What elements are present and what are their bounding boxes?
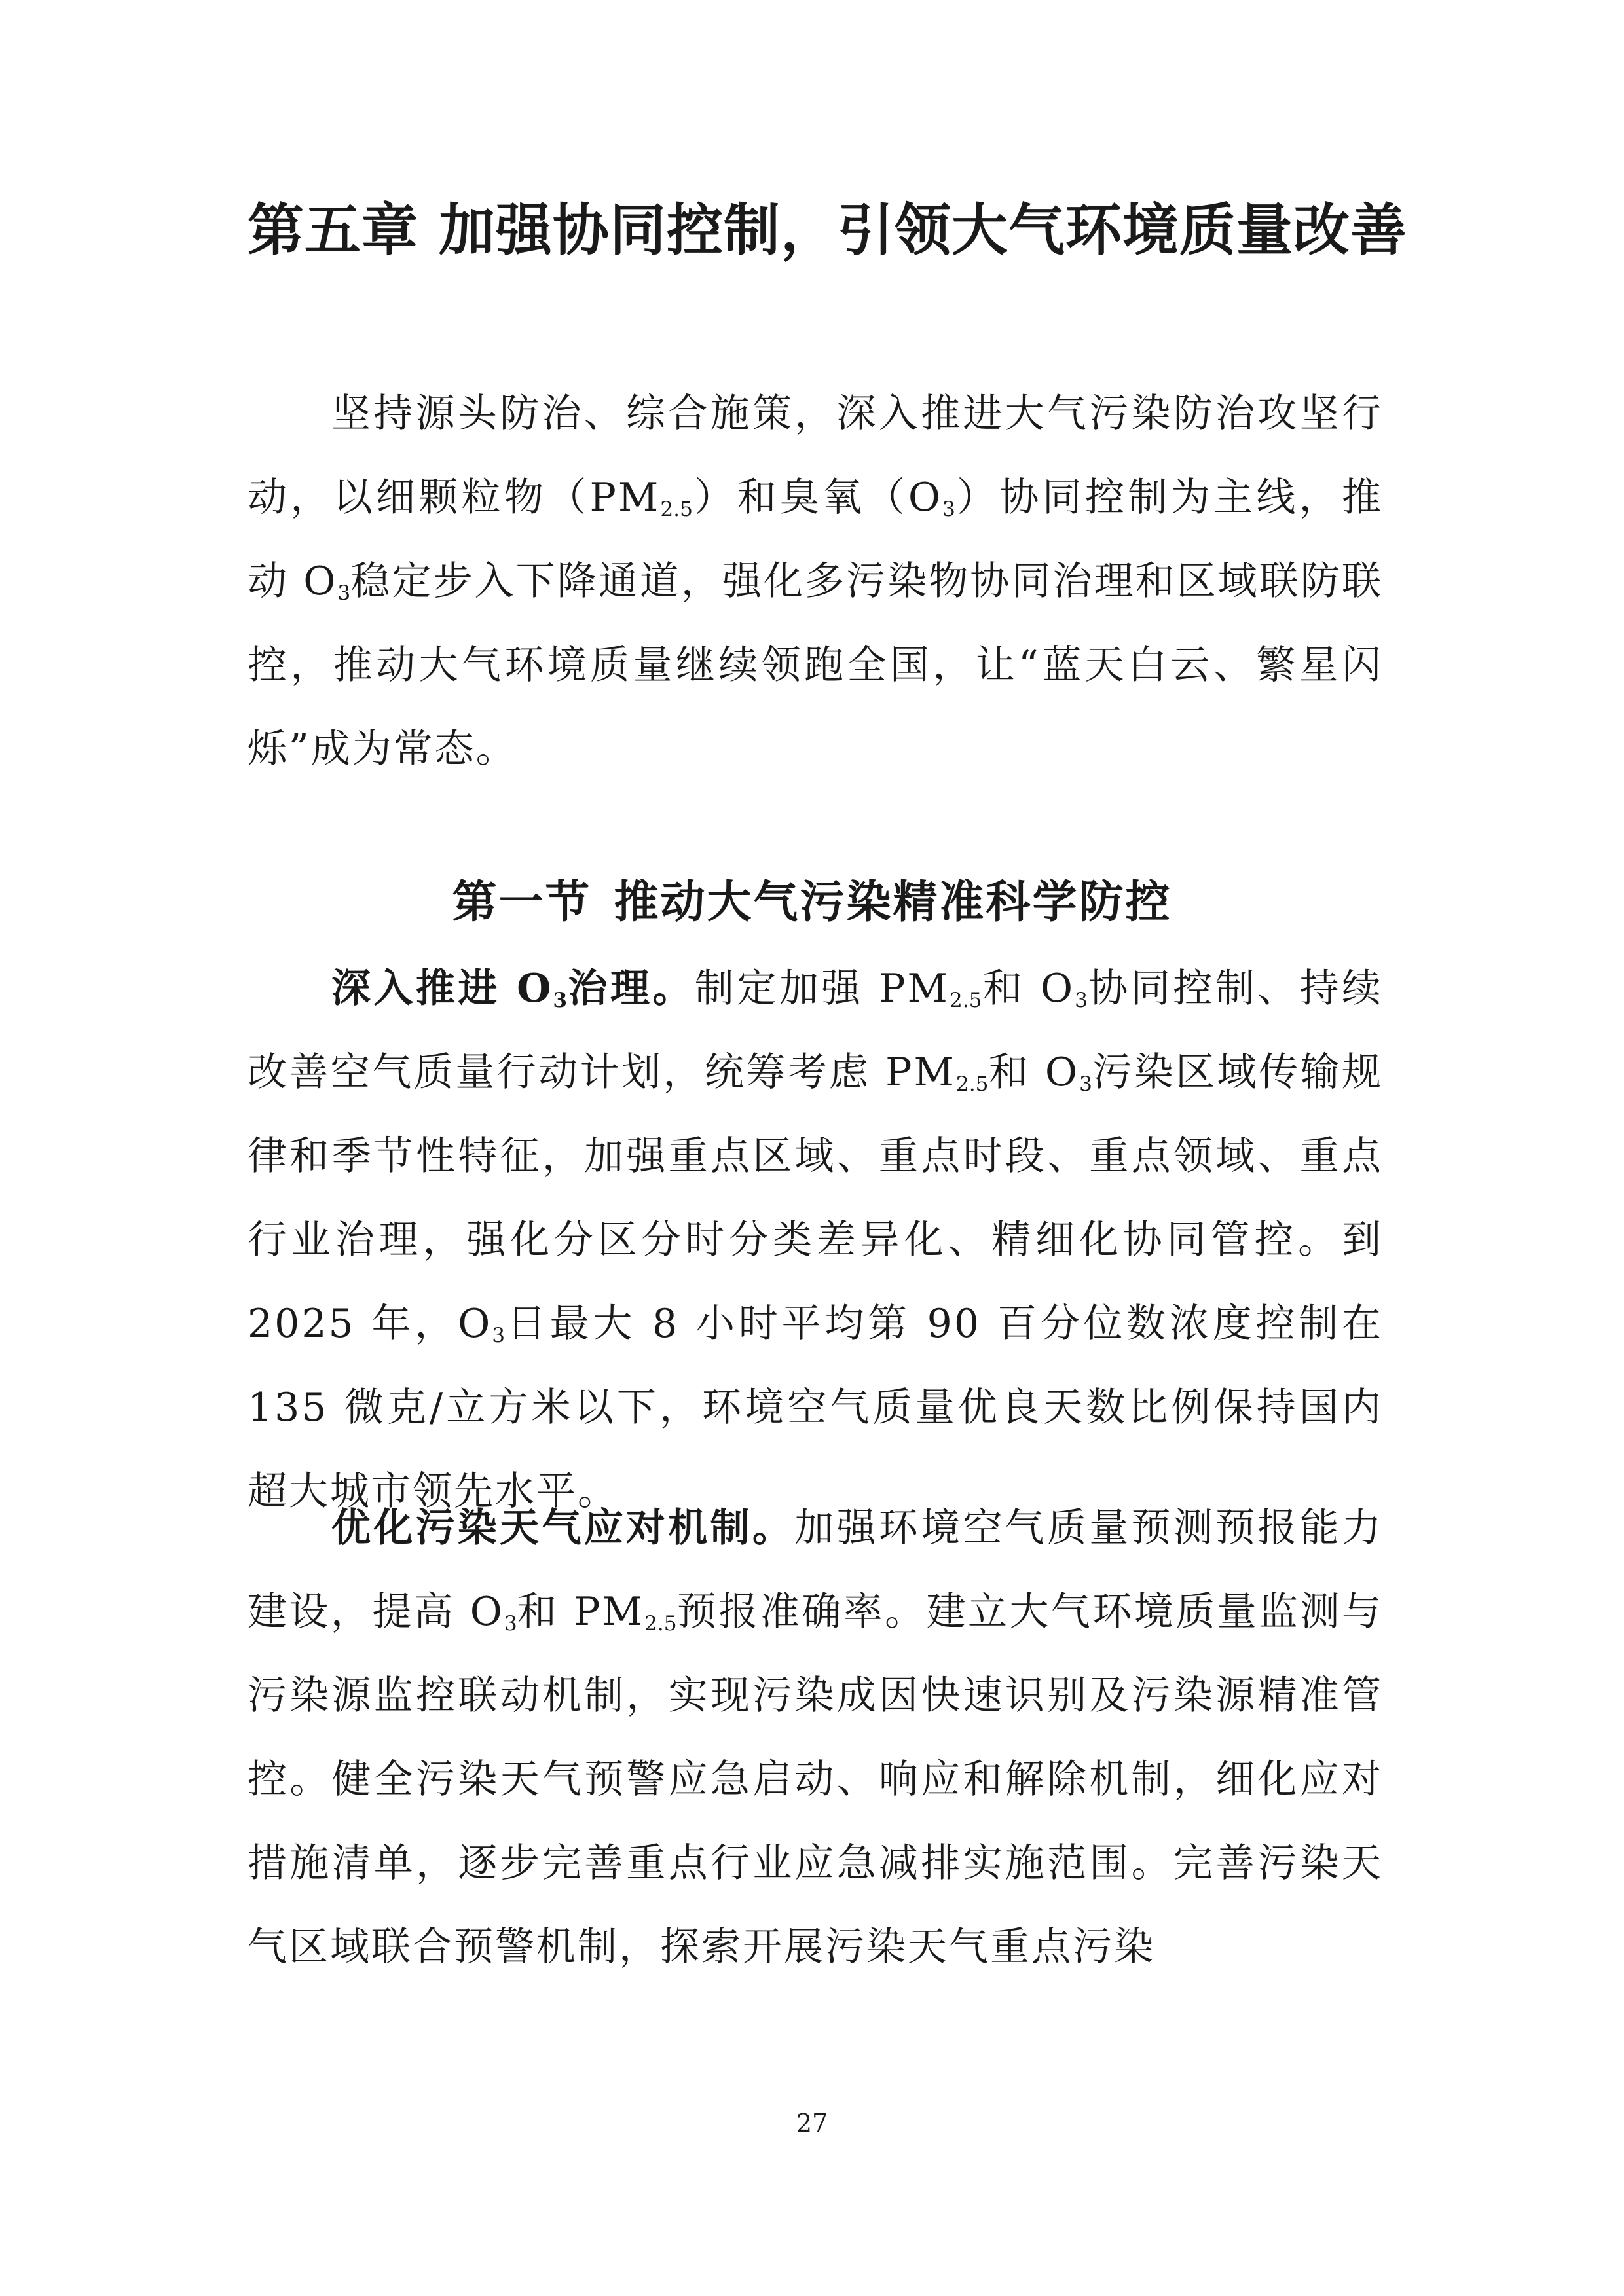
o3-subscript: 3 (492, 1323, 506, 1347)
p1-text-2: 和 O (982, 966, 1075, 1011)
p2-text-1: 加强环境空气质量预测预报能力建设，提高 O (248, 1505, 1384, 1635)
section-title: 推动大气污染精准科学防控 (614, 876, 1172, 928)
lead-text-1: 深入推进 O (331, 966, 553, 1011)
intro-text-4: 稳定步入下降通道，强化多污染物协同治理和区域联防联控，推动大气环境质量继续领跑全国，让“蓝天白云、繁星闪烁”成为常态。 (248, 558, 1383, 772)
chapter-title: 第五章 加强协同控制，引领大气环境质量改善 (248, 198, 1407, 263)
pm-subscript: 2.5 (660, 497, 693, 521)
page-number: 27 (796, 2109, 828, 2138)
o3-subscript: 3 (942, 497, 955, 521)
p2-text-3: 预报准确率。建立大气环境质量监测与污染源监控联动机制，实现污染成因快速识别及污染源精准管控。健全污染天气预警应急启动、响应和解除机制，细化应对措施清单，逐步完善重点行业应急减排实施范围。完善污染天气区域联合预警机制，探索开展污染天气重点污染 (248, 1589, 1383, 1970)
o3-subscript: 3 (504, 1611, 517, 1635)
intro-text-2: ）和臭氧（O (692, 475, 943, 520)
p1-text-1: 制定加强 PM (694, 966, 950, 1011)
p2-text-2: 和 PM (517, 1589, 644, 1635)
p1-text-3: 协同控制、持续改善空气质量行动计划，统筹考虑 PM (248, 966, 1384, 1095)
pm-subscript: 2.5 (644, 1611, 677, 1635)
pm-subscript: 2.5 (955, 1072, 989, 1096)
o3-subscript: 3 (1079, 1072, 1092, 1096)
p1-text-4: 和 O (988, 1049, 1080, 1095)
intro-text-1: 坚持源头防治、综合施策，深入推进大气污染防治攻坚行动，以细颗粒物（PM (248, 391, 1383, 520)
p1-text-6: 日最大 8 小时平均第 90 百分位数浓度控制在 135 微克/立方米以下，环境空气质量优良天数比例保持国内超大城市领先水平。 (248, 1301, 1383, 1514)
intro-text-3: ）协同控制为主线，推动 O (248, 475, 1383, 604)
o3-subscript: 3 (1075, 988, 1088, 1012)
section-heading (0, 863, 1624, 941)
p1-text-5: 污染区域传输规律和季节性特征，加强重点区域、重点时段、重点领域、重点行业治理，强化分区分时分类差异化、精细化协同管控。到 2025 年，O (248, 1049, 1383, 1347)
o3-subscript: 3 (553, 988, 568, 1012)
pollution-response-paragraph (248, 1486, 1383, 1989)
paragraph-lead: 优化污染天气应对机制。 (331, 1505, 795, 1551)
pm-subscript: 2.5 (949, 988, 982, 1012)
intro-paragraph (248, 372, 1383, 791)
ozone-control-paragraph (248, 947, 1383, 1533)
paragraph-lead (331, 966, 695, 1011)
o3-subscript: 3 (337, 581, 351, 605)
lead-text-2: 治理。 (567, 966, 695, 1011)
section-number: 第一节 (452, 876, 592, 928)
